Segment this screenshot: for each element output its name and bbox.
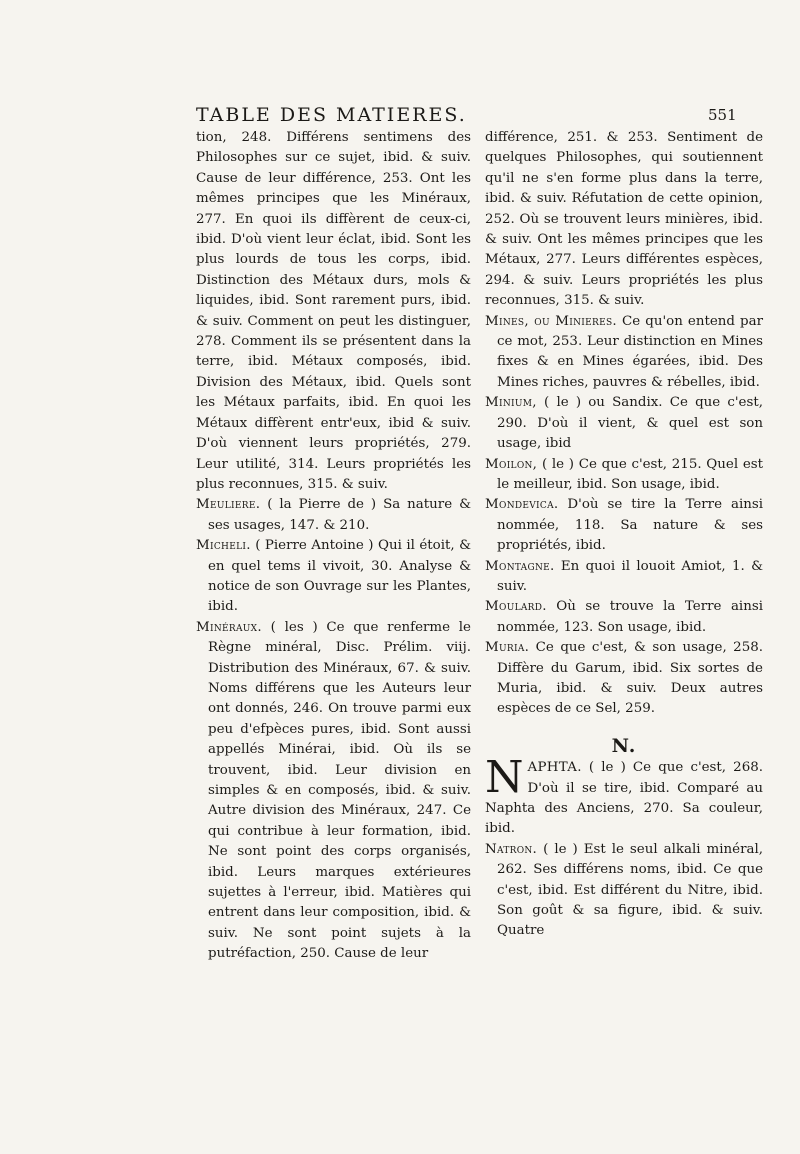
index-entry: Moulard. Où se trouve la Terre ainsi nommée, 123. Son usage, ibid. [485, 599, 763, 635]
index-entry: Micheli. ( Pierre Antoine ) Qui il étoit, & en quel tems il vivoit, 30. Analyse & notice de son Ouvrage sur les Plantes, ibid. [196, 538, 471, 615]
running-head-title: TABLE DES MATIERES. [196, 104, 467, 126]
section-letter-heading: N. [611, 734, 637, 757]
index-entry-continuation: tion, 248. Différens sentimens des Philosophes sur ce sujet, ibid. & suiv. Cause de leur différence, 253. Ont les mêmes principes que les Minéraux, 277. En quoi ils diffèrent de ceux-ci, ibid. D'où vient leur éclat, ibid. Sont les plus lourds de tous les corps, ibid. Distinction des Métaux durs, mols & liquides, ibid. Sont rarement purs, ibid. & suiv. Comment on peut les distinguer, 278. Comment ils se présentent dans la terre, ibid. Métaux composés, ibid. Division des Métaux, ibid. Quels sont les Métaux parfaits, ibid. En quoi les Métaux diffèrent entr'eux, ibid & suiv. D'où viennent leurs propriétés, 279. Leur utilité, 314. Leurs propriétés les plus reconnues, 315. & suiv. [196, 130, 471, 492]
index-entry: Minéraux. ( les ) Ce que renferme le Règne minéral, Disc. Prélim. viij. Distribution des Minéraux, 67. & suiv. Noms différens que les Auteurs leur ont donnés, 246. On trouve parmi eux peu d'efpèces pures, ibid. Sont aussi appellés Minérai, ibid. Où ils se trouvent, ibid. Leur division en simples & en composés, ibid. & suiv. Autre division des Minéraux, 247. Ce qui contribue à leur formation, ibid. Ne sont point des corps organisés, ibid. Leurs marques extérieures sujettes à l'erreur, ibid. Matières qui entrent dans leur composition, ibid. & suiv. Ne sont point sujets à la putréfaction, 250. Cause de leur [196, 619, 471, 962]
index-entry: Moilon, ( le ) Ce que c'est, 215. Quel est le meilleur, ibid. Son usage, ibid. [485, 456, 763, 492]
index-entry: Mondevica. D'où se tire la Terre ainsi nommée, 118. Sa nature & ses propriétés, ibid. [485, 497, 763, 554]
running-head [196, 104, 756, 126]
index-entry: Natron. ( le ) Est le seul alkali minéral, 262. Ses différens noms, ibid. Ce que c'est, ibid. Est différent du Nitre, ibid. Son goût & sa figure, ibid. & suiv. Quatre [485, 841, 763, 939]
left-column [196, 128, 471, 965]
index-entry: Mines, ou Minieres. Ce qu'on entend par ce mot, 253. Leur distinction en Mines fixes & en Mines égarées, ibid. Des Mines riches, pauvres & rébelles, ibid. [485, 313, 763, 390]
index-entry: Minium, ( le ) ou Sandix. Ce que c'est, 290. D'où il vient, & quel est son usage, ibid [485, 395, 763, 452]
index-entry-continuation: différence, 251. & 253. Sentiment de quelques Philosophes, qui soutiennent qu'il ne s'en forme plus dans la terre, ibid. & suiv. Réfutation de cette opinion, 252. Où se trouvent leurs minières, ibid. & suiv. Ont les mêmes principes que les Métaux, 277. Leurs différentes espèces, 294. & suiv. Leurs propriétés les plus reconnues, 315. & suiv. [485, 130, 763, 309]
right-column [485, 128, 763, 942]
index-entry-dropcap: NAPHTA. ( le ) Ce que c'est, 268. D'où il se tire, ibid. Comparé au Naphta des Anciens, 270. Sa couleur, ibid. [485, 752, 763, 837]
index-entry: Meuliere. ( la Pierre de ) Sa nature & ses usages, 147. & 210. [196, 497, 471, 533]
page-number: 551 [708, 106, 737, 124]
index-entry: Montagne. En quoi il louoit Amiot, 1. & suiv. [485, 558, 763, 594]
drop-cap: N [485, 752, 524, 804]
index-entry: Muria. Ce que c'est, & son usage, 258. Diffère du Garum, ibid. Six sortes de Muria, ibid. & suiv. Deux autres espèces de ce Sel, 259. [485, 640, 763, 717]
